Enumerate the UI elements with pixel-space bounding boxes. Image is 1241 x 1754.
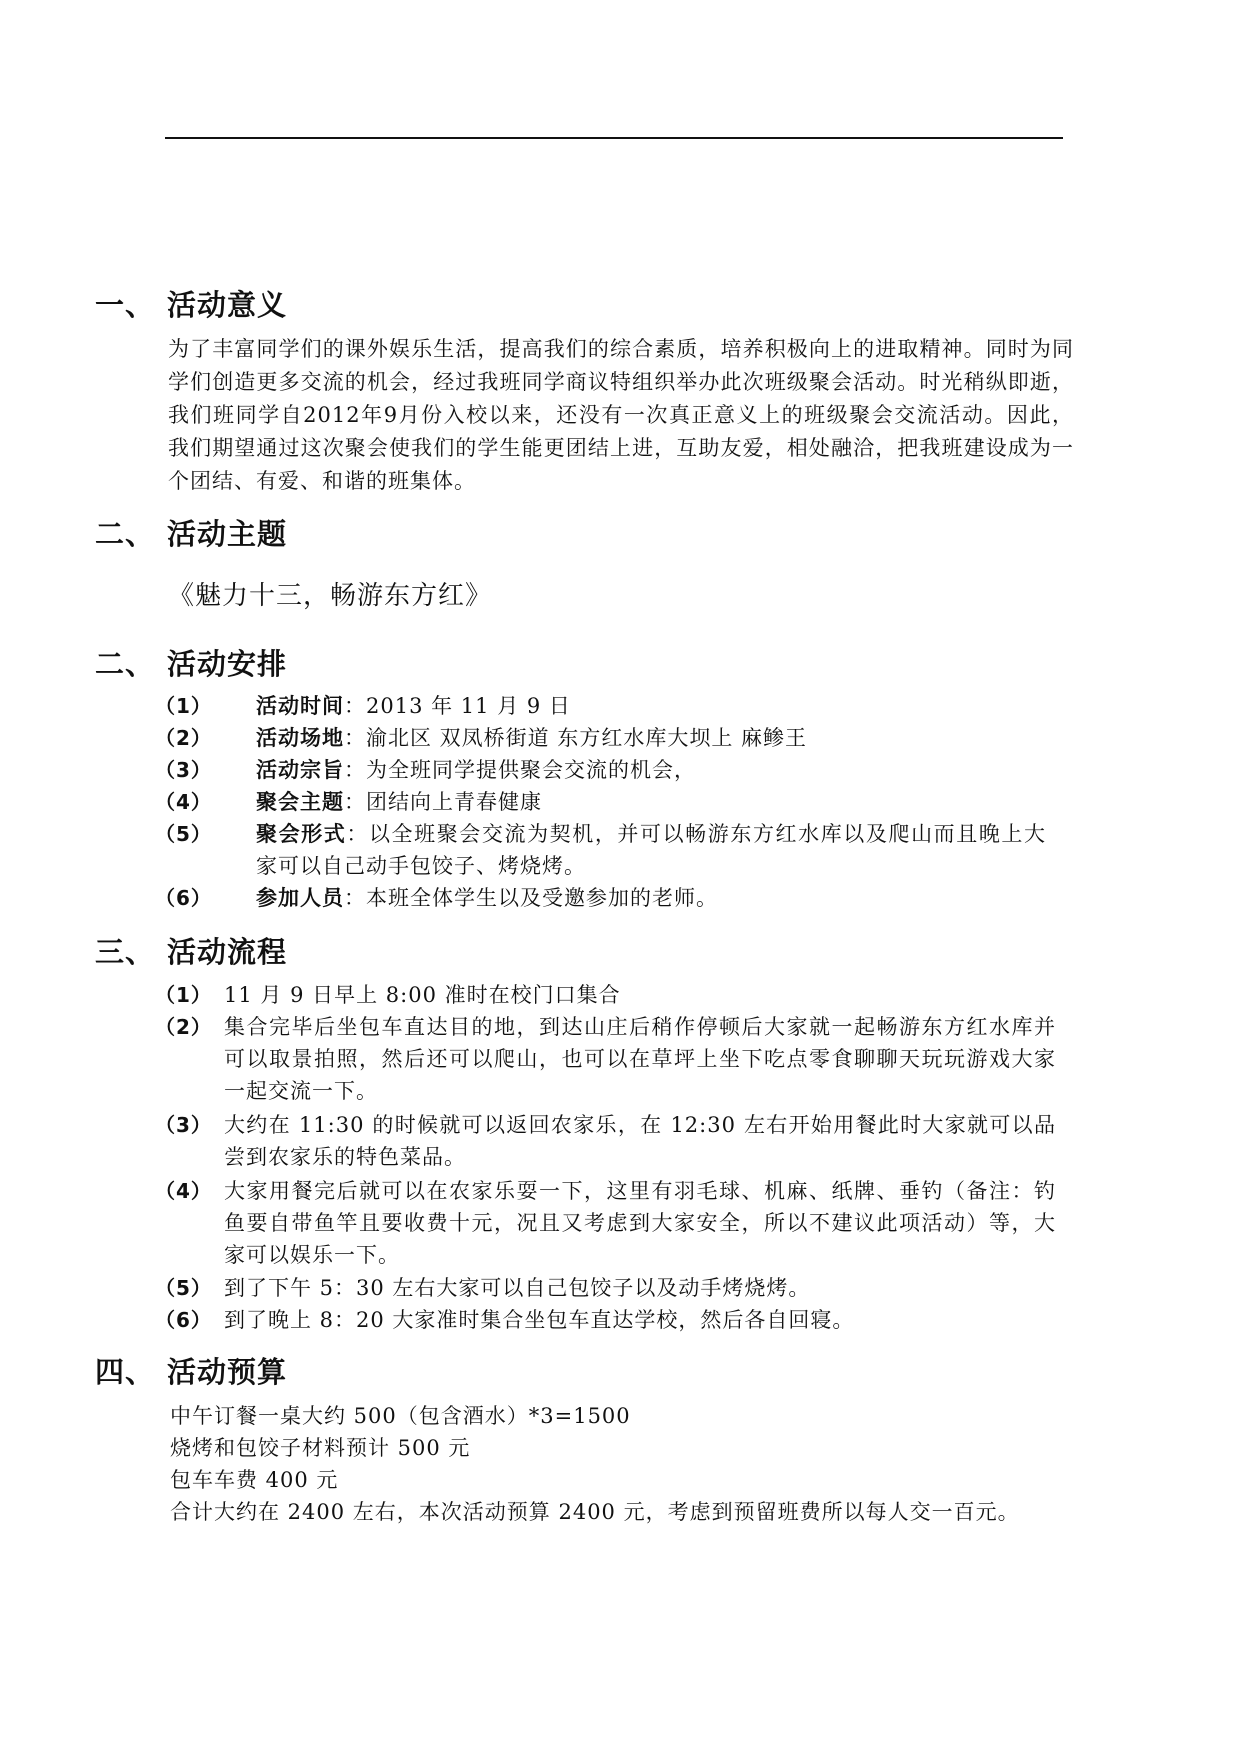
section-title-significance: 一、 活动意义: [95, 288, 288, 322]
budget-line: 包车车费 400 元: [170, 1468, 339, 1492]
budget-line: 中午订餐一桌大约 500（包含酒水）*3=1500: [170, 1404, 631, 1428]
section-title-budget: 四、 活动预算: [95, 1355, 288, 1389]
theme-text: 《魅力十三，畅游东方红》: [168, 581, 493, 611]
section-title-flow: 三、 活动流程: [95, 935, 288, 969]
top-rule: [165, 137, 1063, 139]
significance-paragraph: 为了丰富同学们的课外娱乐生活，提高我们的综合素质，培养积极向上的进取精神。同时为同学们创造更多交流的机会，经过我班同学商议特组织举办此次班级聚会活动。时光稍纵即逝，我们班同学自2012年9月份入校以来，还没有一次真正意义上的班级聚会交流活动。因此，我们期望通过这次聚会使我们的学生能更团结上进，互助友爱，相处融洽，把我班建设成为一个团结、有爱、和谐的班集体。: [168, 337, 1074, 493]
budget-total: 合计大约在 2400 左右，本次活动预算 2400 元，考虑到预留班费所以每人交一百元。: [170, 1500, 1020, 1524]
section-title-theme: 二、 活动主题: [95, 517, 288, 551]
section-title-arrangement: 二、 活动安排: [95, 647, 288, 681]
budget-line: 烧烤和包饺子材料预计 500 元: [170, 1436, 471, 1460]
